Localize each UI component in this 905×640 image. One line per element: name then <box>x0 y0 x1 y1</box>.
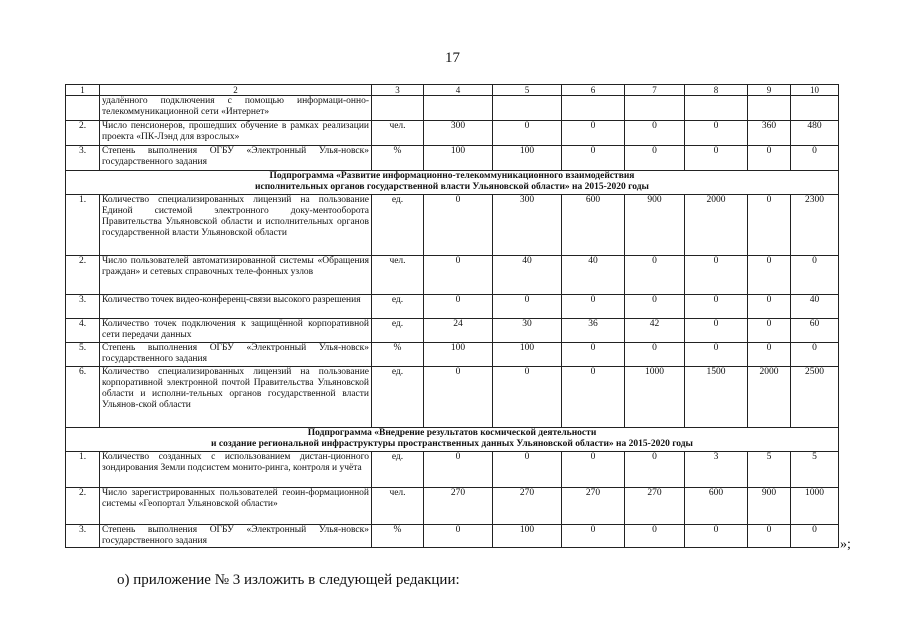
row-number-cell: 2. <box>66 488 100 525</box>
indicator-name-cell: Количество созданных с использованием дистан-ционного зондирования Земли подсистем монито-ринга, контроля и учёта <box>100 452 372 488</box>
unit-cell: чел. <box>372 121 424 146</box>
indicator-name-cell: Число пользователей автоматизированной системы «Обращения граждан» и сетевых справочных теле-фонных узлов <box>100 256 372 295</box>
unit-cell: чел. <box>372 488 424 525</box>
header-cell: 7 <box>625 85 685 96</box>
row-number-cell: 2. <box>66 256 100 295</box>
value-cell: 0 <box>748 146 791 171</box>
table-row <box>66 256 839 295</box>
value-cell: 42 <box>625 319 685 343</box>
subprogram-heading-line: Подпрограмма «Внедрение результатов космической деятельности <box>307 428 597 438</box>
value-cell: 0 <box>424 195 493 256</box>
header-cell: 1 <box>66 85 100 96</box>
indicator-name-cell: Количество специализированных лицензий на пользование Единой системой электронного доку-ментооборота Правительства Ульяновской области и исполнительных органов государственной власти Ульяновской области <box>100 195 372 256</box>
value-cell: 0 <box>625 295 685 319</box>
value-cell: 0 <box>424 295 493 319</box>
value-cell: 40 <box>562 256 625 295</box>
value-cell: 100 <box>493 525 562 548</box>
value-cell: 0 <box>748 525 791 548</box>
unit-cell: ед. <box>372 452 424 488</box>
indicator-name-cell: Количество точек подключения к защищённой корпоративной сети передачи данных <box>100 319 372 343</box>
value-cell: 0 <box>493 452 562 488</box>
value-cell <box>748 96 791 121</box>
table-row <box>66 146 839 171</box>
value-cell: 3 <box>685 452 748 488</box>
value-cell: 360 <box>748 121 791 146</box>
value-cell: 0 <box>424 256 493 295</box>
subprogram-heading-row <box>66 171 839 195</box>
unit-cell: ед. <box>372 367 424 428</box>
value-cell: 0 <box>493 295 562 319</box>
value-cell: 0 <box>493 367 562 428</box>
row-number-cell: 6. <box>66 367 100 428</box>
table-row <box>66 367 839 428</box>
header-cell: 9 <box>748 85 791 96</box>
value-cell: 2000 <box>748 367 791 428</box>
indicator-name-cell: Степень выполнения ОГБУ «Электронный Улья-новск» государственного задания <box>100 146 372 171</box>
table-row <box>66 295 839 319</box>
value-cell: 0 <box>424 367 493 428</box>
indicators-table <box>65 84 839 548</box>
subprogram-heading-line: и создание региональной инфраструктуры пространственных данных Ульяновской области» на 2015-2020 годы <box>211 439 693 449</box>
row-number-cell: 5. <box>66 343 100 367</box>
value-cell: 900 <box>748 488 791 525</box>
value-cell <box>791 96 839 121</box>
unit-cell: % <box>372 525 424 548</box>
table-row <box>66 121 839 146</box>
table-row <box>66 319 839 343</box>
value-cell: 40 <box>493 256 562 295</box>
value-cell: 0 <box>625 146 685 171</box>
value-cell: 0 <box>685 295 748 319</box>
header-cell: 5 <box>493 85 562 96</box>
value-cell: 0 <box>625 343 685 367</box>
value-cell: 0 <box>685 121 748 146</box>
header-cell: 2 <box>100 85 372 96</box>
indicator-name-cell: Степень выполнения ОГБУ «Электронный Улья-новск» государственного задания <box>100 343 372 367</box>
value-cell: 0 <box>748 319 791 343</box>
table-row <box>66 525 839 548</box>
value-cell: 0 <box>625 121 685 146</box>
value-cell: 300 <box>424 121 493 146</box>
value-cell <box>685 96 748 121</box>
value-cell: 0 <box>424 525 493 548</box>
next-paragraph: о) приложение № 3 изложить в следующей редакции: <box>117 572 460 588</box>
value-cell: 1500 <box>685 367 748 428</box>
value-cell: 270 <box>493 488 562 525</box>
indicator-name-cell: Количество специализированных лицензий на пользование корпоративной электронной почтой Правительства Ульяновской области и исполни-тельных органов государственной власти Ульянов-ской области <box>100 367 372 428</box>
value-cell: 60 <box>791 319 839 343</box>
value-cell: 0 <box>685 256 748 295</box>
value-cell <box>493 96 562 121</box>
value-cell: 40 <box>791 295 839 319</box>
subprogram-heading-line: Подпрограмма «Развитие информационно-телекоммуникационного взаимодействия <box>269 171 635 181</box>
row-number-cell <box>66 96 100 121</box>
row-number-cell: 1. <box>66 195 100 256</box>
value-cell: 0 <box>424 452 493 488</box>
unit-cell: % <box>372 146 424 171</box>
row-number-cell: 3. <box>66 146 100 171</box>
indicator-name-cell: Степень выполнения ОГБУ «Электронный Улья-новск» государственного задания <box>100 525 372 548</box>
value-cell: 0 <box>493 121 562 146</box>
header-cell: 8 <box>685 85 748 96</box>
table-row <box>66 452 839 488</box>
row-number-cell: 4. <box>66 319 100 343</box>
value-cell: 600 <box>562 195 625 256</box>
closing-quote: »; <box>840 537 851 552</box>
header-cell: 6 <box>562 85 625 96</box>
value-cell: 270 <box>625 488 685 525</box>
value-cell: 600 <box>685 488 748 525</box>
value-cell: 5 <box>791 452 839 488</box>
unit-cell: ед. <box>372 195 424 256</box>
value-cell: 0 <box>685 525 748 548</box>
unit-cell <box>372 96 424 121</box>
subprogram-heading-line: исполнительных органов государственной власти Ульяновской области» на 2015-2020 годы <box>255 182 649 192</box>
value-cell: 5 <box>748 452 791 488</box>
value-cell: 270 <box>424 488 493 525</box>
value-cell: 0 <box>685 343 748 367</box>
unit-cell: ед. <box>372 295 424 319</box>
value-cell: 100 <box>424 146 493 171</box>
value-cell: 0 <box>625 525 685 548</box>
value-cell: 0 <box>562 525 625 548</box>
indicator-name-cell: Число пенсионеров, прошедших обучение в рамках реализации проекта «ПК-Лэнд для взрослых» <box>100 121 372 146</box>
value-cell: 0 <box>748 256 791 295</box>
row-number-cell: 3. <box>66 525 100 548</box>
table-row <box>66 96 839 121</box>
indicator-name-cell: удалённого подключения с помощью информаци-онно-телекоммуникационной сети «Интернет» <box>100 96 372 121</box>
header-cell: 10 <box>791 85 839 96</box>
unit-cell: чел. <box>372 256 424 295</box>
value-cell: 0 <box>625 452 685 488</box>
row-number-cell: 2. <box>66 121 100 146</box>
unit-cell: % <box>372 343 424 367</box>
value-cell: 0 <box>791 256 839 295</box>
table-row <box>66 195 839 256</box>
value-cell: 1000 <box>625 367 685 428</box>
value-cell: 100 <box>493 343 562 367</box>
value-cell: 0 <box>791 146 839 171</box>
subprogram-heading <box>66 171 839 195</box>
value-cell: 0 <box>562 452 625 488</box>
table-row <box>66 343 839 367</box>
value-cell: 2500 <box>791 367 839 428</box>
indicator-name-cell: Число зарегистрированных пользователей геоин-формационной системы «Геопортал Ульяновской области» <box>100 488 372 525</box>
subprogram-heading <box>66 428 839 452</box>
unit-cell: ед. <box>372 319 424 343</box>
row-number-cell: 3. <box>66 295 100 319</box>
header-cell: 3 <box>372 85 424 96</box>
value-cell: 0 <box>791 343 839 367</box>
value-cell: 0 <box>562 295 625 319</box>
value-cell: 100 <box>424 343 493 367</box>
value-cell: 900 <box>625 195 685 256</box>
value-cell: 0 <box>748 295 791 319</box>
value-cell: 30 <box>493 319 562 343</box>
value-cell <box>625 96 685 121</box>
value-cell: 0 <box>625 256 685 295</box>
value-cell: 300 <box>493 195 562 256</box>
indicator-name-cell: Количество точек видео-конференц-связи высокого разрешения <box>100 295 372 319</box>
value-cell: 0 <box>791 525 839 548</box>
value-cell: 2000 <box>685 195 748 256</box>
value-cell: 0 <box>748 195 791 256</box>
header-cell: 4 <box>424 85 493 96</box>
table-header-row <box>66 85 839 96</box>
value-cell: 270 <box>562 488 625 525</box>
value-cell <box>562 96 625 121</box>
value-cell: 480 <box>791 121 839 146</box>
value-cell: 36 <box>562 319 625 343</box>
value-cell: 0 <box>685 319 748 343</box>
value-cell: 2300 <box>791 195 839 256</box>
value-cell: 100 <box>493 146 562 171</box>
value-cell: 0 <box>562 146 625 171</box>
value-cell: 0 <box>562 121 625 146</box>
value-cell: 0 <box>562 343 625 367</box>
value-cell: 24 <box>424 319 493 343</box>
value-cell: 0 <box>685 146 748 171</box>
value-cell: 1000 <box>791 488 839 525</box>
row-number-cell: 1. <box>66 452 100 488</box>
page-number: 17 <box>445 50 460 66</box>
table-row <box>66 488 839 525</box>
value-cell: 0 <box>562 367 625 428</box>
subprogram-heading-row <box>66 428 839 452</box>
value-cell: 0 <box>748 343 791 367</box>
value-cell <box>424 96 493 121</box>
